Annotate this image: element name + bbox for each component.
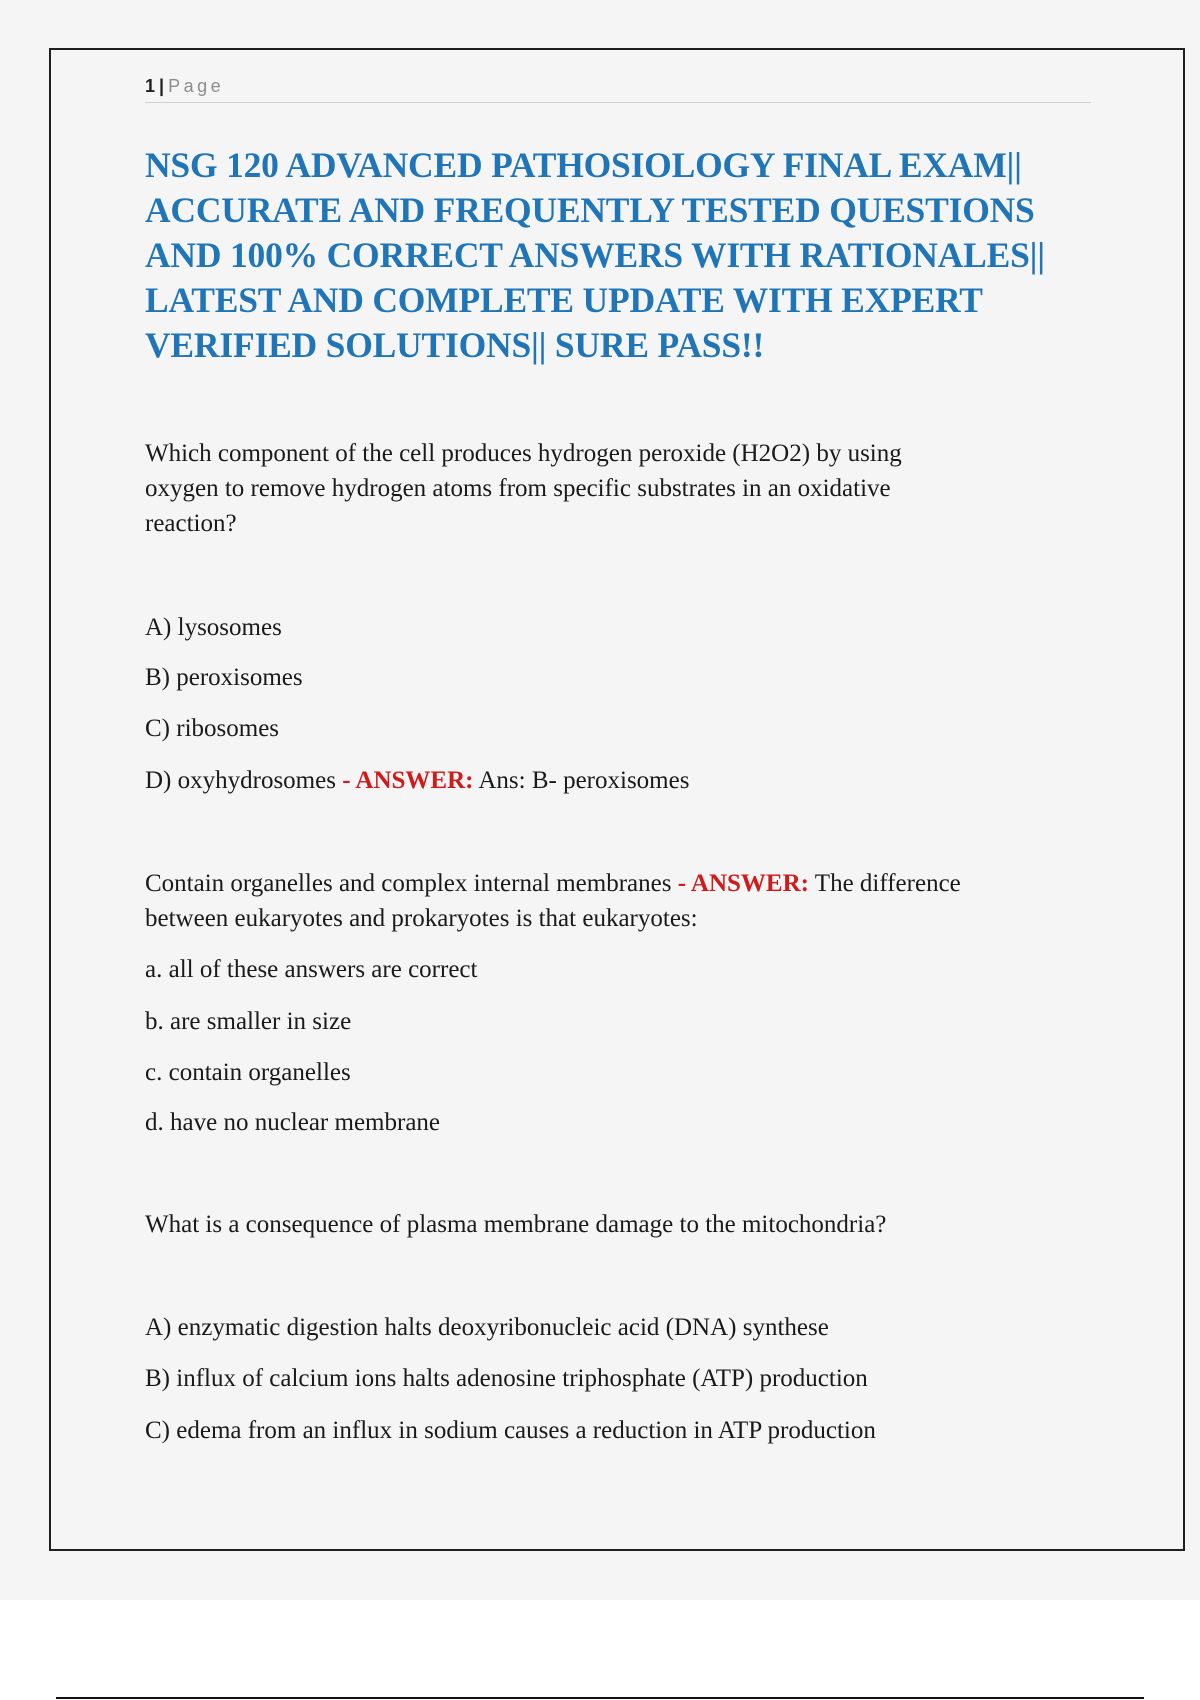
next-page-area <box>0 1600 1200 1700</box>
q2-option-a: a. all of these answers are correct <box>145 956 478 983</box>
q1-option-d-text: D) oxyhydrosomes <box>145 767 336 794</box>
answer-label: - ANSWER: <box>677 870 809 897</box>
answer-label: - ANSWER: <box>342 767 474 794</box>
document-title <box>145 143 1105 368</box>
q1-option-a: A) lysosomes <box>145 614 282 641</box>
title-line: ACCURATE AND FREQUENTLY TESTED QUESTIONS <box>145 190 1035 230</box>
q3-option-a: A) enzymatic digestion halts deoxyribonucleic acid (DNA) synthese <box>145 1314 829 1341</box>
q1-question-line: reaction? <box>145 510 237 537</box>
q1-question-line: Which component of the cell produces hydrogen peroxide (H2O2) by using <box>145 440 902 467</box>
q2-option-b: b. are smaller in size <box>145 1008 352 1035</box>
page-label: Page <box>168 76 225 96</box>
title-line: LATEST AND COMPLETE UPDATE WITH EXPERT <box>145 280 983 320</box>
page-number: 1 <box>145 76 156 96</box>
q1-answer-text: Ans: B- peroxisomes <box>478 767 690 794</box>
q2-lead-text: Contain organelles and complex internal membranes <box>145 870 672 897</box>
q1-option-d <box>145 763 689 798</box>
page-header <box>145 74 1091 103</box>
title-line: VERIFIED SOLUTIONS|| SURE PASS!! <box>145 325 765 365</box>
q3-option-c: C) edema from an influx in sodium causes a reduction in ATP production <box>145 1417 876 1444</box>
page-separator: | <box>159 76 165 96</box>
q3-option-b: B) influx of calcium ions halts adenosine triphosphate (ATP) production <box>145 1365 868 1392</box>
q2-option-c: c. contain organelles <box>145 1059 351 1086</box>
page-divider <box>56 1697 1144 1699</box>
q2-option-d: d. have no nuclear membrane <box>145 1109 441 1136</box>
title-line: NSG 120 ADVANCED PATHOSIOLOGY FINAL EXAM|| <box>145 145 1022 185</box>
q2-continuation: between eukaryotes and prokaryotes is that eukaryotes: <box>145 905 698 932</box>
q1-option-b: B) peroxisomes <box>145 664 303 691</box>
q3-question: What is a consequence of plasma membrane damage to the mitochondria? <box>145 1211 887 1238</box>
q2-answer-text: The difference <box>814 870 961 897</box>
q1-option-c: C) ribosomes <box>145 715 280 742</box>
q1-question-line: oxygen to remove hydrogen atoms from specific substrates in an oxidative <box>145 475 891 502</box>
q2-lead-line <box>145 866 961 901</box>
title-line: AND 100% CORRECT ANSWERS WITH RATIONALES|| <box>145 235 1045 275</box>
